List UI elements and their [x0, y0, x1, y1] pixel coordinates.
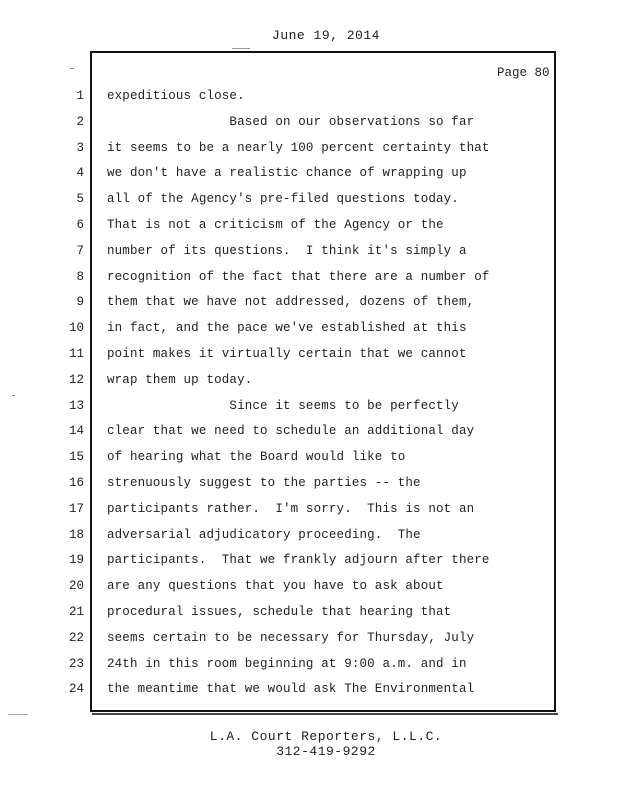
line-text: point makes it virtually certain that we cannot [107, 347, 467, 361]
line-text: participants rather. I'm sorry. This is not an [107, 502, 475, 516]
line-number: 24 [68, 682, 84, 696]
line-number: 8 [76, 270, 84, 284]
page-frame-shadow [92, 713, 558, 715]
line-text: we don't have a realistic chance of wrapping up [107, 166, 467, 180]
line-text: it seems to be a nearly 100 percent certainty that [107, 141, 490, 155]
reporter-company: L.A. Court Reporters, L.L.C. [209, 729, 443, 744]
line-text: strenuously suggest to the parties -- the [107, 476, 421, 490]
scan-mark [8, 714, 28, 715]
reporter-phone: 312-419-9292 [276, 744, 376, 759]
line-text: all of the Agency's pre-filed questions today. [107, 192, 459, 206]
line-text: Based on our observations so far [107, 115, 475, 129]
line-text: them that we have not addressed, dozens of them, [107, 295, 475, 309]
line-text: 24th in this room beginning at 9:00 a.m. and in [107, 657, 467, 671]
line-number: 14 [68, 424, 84, 438]
line-text: number of its questions. I think it's simply a [107, 244, 467, 258]
line-text: recognition of the fact that there are a number of [107, 270, 490, 284]
page-number: Page 80 [497, 66, 550, 80]
line-number: 20 [68, 579, 84, 593]
line-number: 23 [68, 657, 84, 671]
line-number: 6 [76, 218, 84, 232]
line-number: 4 [76, 166, 84, 180]
line-number: 17 [68, 502, 84, 516]
line-text: of hearing what the Board would like to [107, 450, 406, 464]
scan-mark [232, 48, 250, 49]
line-number: 21 [68, 605, 84, 619]
line-text: participants. That we frankly adjourn after there [107, 553, 490, 567]
line-number: 5 [76, 192, 84, 206]
line-number: 12 [68, 373, 84, 387]
scan-mark [12, 395, 15, 396]
line-text: expeditious close. [107, 89, 245, 103]
line-number: 7 [76, 244, 84, 258]
line-number: 13 [68, 399, 84, 413]
line-text: seems certain to be necessary for Thursday, July [107, 631, 475, 645]
line-number: 19 [68, 553, 84, 567]
line-number: 15 [68, 450, 84, 464]
line-text: the meantime that we would ask The Environmental [107, 682, 475, 696]
line-text: are any questions that you have to ask about [107, 579, 444, 593]
line-number: 11 [68, 347, 84, 361]
line-number: 18 [68, 528, 84, 542]
line-number: 10 [68, 321, 84, 335]
scan-mark [70, 68, 74, 69]
line-number: 16 [68, 476, 84, 490]
transcript-date: June 19, 2014 [272, 28, 380, 43]
line-text: clear that we need to schedule an additional day [107, 424, 475, 438]
line-number: 2 [76, 115, 84, 129]
line-text: in fact, and the pace we've established at this [107, 321, 467, 335]
line-text: adversarial adjudicatory proceeding. The [107, 528, 421, 542]
line-text: procedural issues, schedule that hearing that [107, 605, 452, 619]
line-text: Since it seems to be perfectly [107, 399, 459, 413]
line-text: wrap them up today. [107, 373, 253, 387]
line-number: 9 [76, 295, 84, 309]
line-number: 1 [76, 89, 84, 103]
line-text: That is not a criticism of the Agency or the [107, 218, 444, 232]
line-number: 22 [68, 631, 84, 645]
line-number: 3 [76, 141, 84, 155]
